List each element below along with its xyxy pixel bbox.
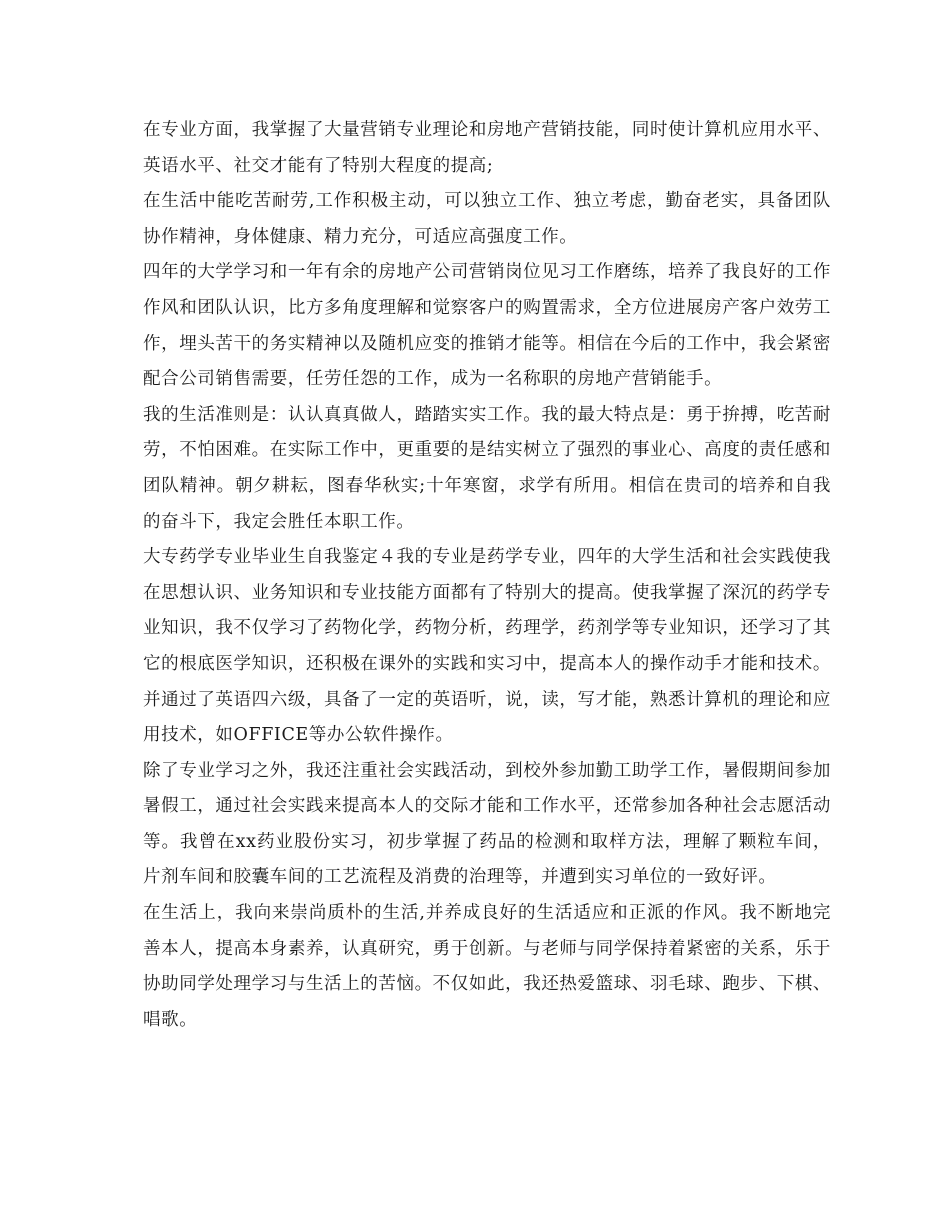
paragraph-personal-life: 在生活上，我向来崇尚质朴的生活,并养成良好的生活适应和正派的作风。我不断地完善本人，提高本身素养，认真研究，勇于创新。与老师与同学保持着紧密的关系，乐于协助同学处理学习与生活上的苦恼。不仅如此，我还热爱篮球、羽毛球、跑步、下棋、唱歌。 [143, 903, 831, 1030]
paragraph-life-principles: 我的生活准则是：认认真真做人，踏踏实实工作。我的最大特点是：勇于拚搏，吃苦耐劳，不怕困难。在实际工作中，更重要的是结实树立了强烈的事业心、高度的责任感和团队精神。朝夕耕耘，图春华秋实;十年寒窗，求学有所用。相信在贵司的培养和自我的奋斗下，我定会胜任本职工作。 [143, 404, 831, 532]
paragraph-pharmacy-major: 大专药学专业毕业生自我鉴定４我的专业是药学专业，四年的大学生活和社会实践使我在思想认识、业务知识和专业技能方面都有了特别大的提高。使我掌握了深沉的药学专业知识，我不仅学习了药物化学，药物分析，药理学，药剂学等专业知识，还学习了其它的根底医学知识，还积极在课外的实践和实习中，提高本人的操作动手才能和技术。并通过了英语四六级，具备了一定的英语听，说，读，写才能，熟悉计算机的理论和应用技术，如OFFICE等办公软件操作。 [143, 547, 831, 746]
paragraph-social-practice: 除了专业学习之外，我还注重社会实践活动，到校外参加勤工助学工作，暑假期间参加暑假工，通过社会实践来提高本人的交际才能和工作水平，还常参加各种社会志愿活动等。我曾在xx药业股份实习，初步掌握了药品的检测和取样方法，理解了颗粒车间，片剂车间和胶囊车间的工艺流程及消费的治理等，并遭到实习单位的一致好评。 [143, 760, 831, 888]
document-body [143, 113, 831, 1038]
paragraph-internship-experience: 四年的大学学习和一年有余的房地产公司营销岗位见习工作磨练，培养了我良好的工作作风和团队认识，比方多角度理解和觉察客户的购置需求，全方位进展房产客户效劳工作，埋头苦干的务实精神以及随机应变的推销才能等。相信在今后的工作中，我会紧密配合公司销售需要，任劳任怨的工作，成为一名称职的房地产营销能手。 [143, 262, 831, 390]
paragraph-professional-skills: 在专业方面，我掌握了大量营销专业理论和房地产营销技能，同时使计算机应用水平、英语水平、社交才能有了特别大程度的提高; [143, 120, 831, 176]
paragraph-work-attitude: 在生活中能吃苦耐劳,工作积极主动，可以独立工作、独立考虑，勤奋老实，具备团队协作精神，身体健康、精力充分，可适应高强度工作。 [143, 191, 831, 247]
